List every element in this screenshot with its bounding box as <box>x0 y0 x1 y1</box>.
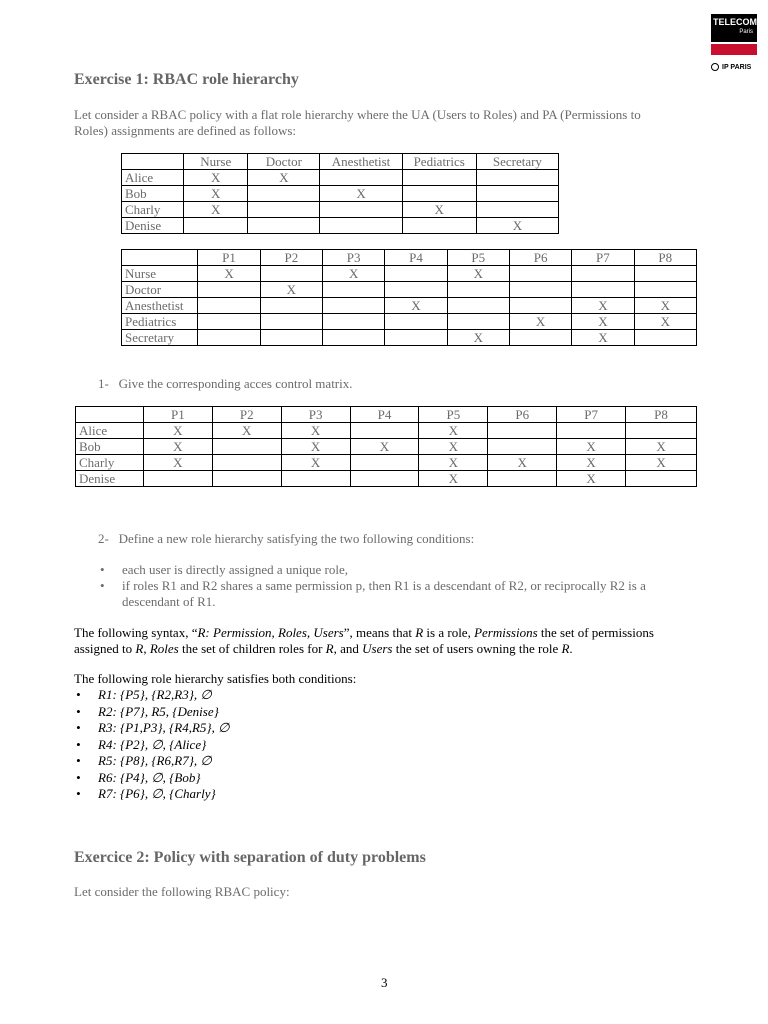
acm-table-cell <box>488 423 557 439</box>
pa-table-cell <box>198 298 260 314</box>
question-1: 1- Give the corresponding acces control matrix. <box>98 376 353 391</box>
logo-line1: TELECOM <box>713 17 757 27</box>
acm-table-cell <box>212 455 281 471</box>
acm-table-cell: X <box>626 455 697 471</box>
acm-table-cell <box>212 471 281 487</box>
pa-table <box>121 249 697 346</box>
ua-table-cell: X <box>320 186 402 202</box>
pa-table-header-cell <box>122 250 198 266</box>
acm-table-cell: X <box>419 439 488 455</box>
acm-table-header-cell: P7 <box>557 407 626 423</box>
pa-table-cell <box>385 330 447 346</box>
ua-table-cell: X <box>184 186 248 202</box>
acm-table-cell <box>212 439 281 455</box>
acm-table-row <box>76 423 697 439</box>
ua-table-cell <box>320 202 402 218</box>
acm-table-cell: X <box>419 455 488 471</box>
ip-paris-ring-icon <box>711 63 719 71</box>
pa-table-cell <box>260 298 322 314</box>
pa-table-cell <box>634 330 696 346</box>
ua-table-cell <box>184 218 248 234</box>
acm-table-row <box>76 455 697 471</box>
ua-table-header-cell: Nurse <box>184 154 248 170</box>
pa-table-cell <box>634 282 696 298</box>
syntax-intro: The following syntax, “R: Permission, Roles, Users”, means that R is a role, Permissions the set of permissions assigned to R, Roles the set of children roles for R, and Users the set of users owning the role R. <box>74 625 654 656</box>
acm-table-cell: X <box>557 439 626 455</box>
acm-table-cell: X <box>281 423 350 439</box>
page-number: 3 <box>381 975 388 990</box>
ua-table-cell <box>476 202 558 218</box>
acm-table-header-cell: P1 <box>143 407 212 423</box>
acm-table-header-cell: P6 <box>488 407 557 423</box>
hierarchy-item-r4: • R4: {P2}, ∅, {Alice} <box>74 737 474 754</box>
pa-table-cell: X <box>634 314 696 330</box>
ua-table-cell <box>320 170 402 186</box>
ua-table-cell <box>248 218 320 234</box>
acm-table-cell <box>350 423 419 439</box>
pa-table-cell: X <box>447 266 509 282</box>
telecom-paris-logo <box>711 14 757 71</box>
acm-table-cell: X <box>488 455 557 471</box>
pa-table-row-label: Pediatrics <box>122 314 198 330</box>
acm-table-cell: X <box>557 471 626 487</box>
hierarchy-item-r1: • R1: {P5}, {R2,R3}, ∅ <box>74 687 474 704</box>
pa-table-cell: X <box>572 314 634 330</box>
acm-table-row-label: Alice <box>76 423 144 439</box>
question-2: 2- Define a new role hierarchy satisfying the two following conditions: <box>98 531 475 546</box>
pa-table-cell: X <box>572 298 634 314</box>
pa-table-header-cell: P4 <box>385 250 447 266</box>
exercise1-intro <box>74 107 641 139</box>
acm-table-cell: X <box>557 455 626 471</box>
pa-table-cell <box>385 314 447 330</box>
pa-table-cell <box>634 266 696 282</box>
acm-table-cell: X <box>143 455 212 471</box>
pa-table-cell <box>447 314 509 330</box>
ua-table-header-cell: Doctor <box>248 154 320 170</box>
pa-table-cell <box>323 314 385 330</box>
acm-table-cell <box>488 439 557 455</box>
pa-table-cell <box>509 298 571 314</box>
acm-table-header-cell: P5 <box>419 407 488 423</box>
hierarchy-item-r6: • R6: {P4}, ∅, {Bob} <box>74 770 474 787</box>
acm-table-cell: X <box>419 471 488 487</box>
pa-table-cell <box>260 314 322 330</box>
pa-table-cell: X <box>509 314 571 330</box>
pa-table-row <box>122 314 697 330</box>
ua-table-cell: X <box>402 202 476 218</box>
pa-table-cell <box>198 330 260 346</box>
acm-table-cell <box>350 455 419 471</box>
ua-table-cell: X <box>248 170 320 186</box>
exercise2-title: Exercice 2: Policy with separation of duty problems <box>74 849 426 866</box>
exercise2-intro: Let consider the following RBAC policy: <box>74 884 290 899</box>
pa-table-cell <box>385 266 447 282</box>
pa-table-header-cell: P5 <box>447 250 509 266</box>
acm-table-cell <box>488 471 557 487</box>
pa-table-cell <box>509 266 571 282</box>
pa-table-cell <box>509 330 571 346</box>
pa-table-cell: X <box>385 298 447 314</box>
ip-paris-logo <box>711 63 757 71</box>
pa-table-cell <box>385 282 447 298</box>
ua-table-cell: X <box>184 202 248 218</box>
acm-table-row-label: Denise <box>76 471 144 487</box>
access-control-matrix-table <box>75 406 697 487</box>
ua-table-row <box>122 170 559 186</box>
pa-table-header-cell: P2 <box>260 250 322 266</box>
acm-table-header-cell: P8 <box>626 407 697 423</box>
pa-table-cell <box>260 266 322 282</box>
acm-table-cell <box>626 471 697 487</box>
acm-table-cell: X <box>350 439 419 455</box>
pa-table-header-cell: P1 <box>198 250 260 266</box>
ua-table-row <box>122 202 559 218</box>
pa-table-row-label: Anesthetist <box>122 298 198 314</box>
ua-table-cell <box>402 170 476 186</box>
pa-table-row <box>122 330 697 346</box>
exercise1-intro-line1: Let consider a RBAC policy with a flat role hierarchy where the UA (Users to Roles) and PA (Permissions to <box>74 107 641 122</box>
acm-table-cell <box>626 423 697 439</box>
acm-table-row-label: Charly <box>76 455 144 471</box>
ua-table-header-cell: Anesthetist <box>320 154 402 170</box>
pa-table-cell <box>447 282 509 298</box>
pa-table-row <box>122 298 697 314</box>
condition-item: • if roles R1 and R2 shares a same permission p, then R1 is a descendant of R2, or reciprocally R2 is a descendant of R1. <box>98 578 698 610</box>
ua-table-cell <box>402 186 476 202</box>
ua-table-header-cell <box>122 154 184 170</box>
ua-table-cell <box>476 170 558 186</box>
ua-table-cell <box>320 218 402 234</box>
ua-table-row <box>122 218 559 234</box>
acm-table-cell <box>557 423 626 439</box>
hierarchy-item-r2: • R2: {P7}, R5, {Denise} <box>74 704 474 721</box>
condition-item: • each user is directly assigned a unique role, <box>98 562 698 578</box>
ua-table-header-cell: Secretary <box>476 154 558 170</box>
pa-table-header-cell: P6 <box>509 250 571 266</box>
pa-table-cell <box>198 282 260 298</box>
hierarchy-item-r5: • R5: {P8}, {R6,R7}, ∅ <box>74 753 474 770</box>
pa-table-cell <box>572 266 634 282</box>
pa-table-header-row <box>122 250 697 266</box>
role-hierarchy-list <box>74 687 474 803</box>
ua-table-row-label: Bob <box>122 186 184 202</box>
acm-table-cell <box>143 471 212 487</box>
acm-table-row <box>76 471 697 487</box>
logo-line2: Paris <box>739 29 753 35</box>
pa-table-row-label: Secretary <box>122 330 198 346</box>
ua-table-row-label: Charly <box>122 202 184 218</box>
pa-table-cell <box>323 298 385 314</box>
ip-paris-label: IP PARIS <box>722 63 752 71</box>
hierarchy-item-r7: • R7: {P6}, ∅, {Charly} <box>74 786 474 803</box>
acm-table-cell <box>350 471 419 487</box>
pa-table-cell <box>260 330 322 346</box>
ua-table-cell <box>248 202 320 218</box>
pa-table-cell: X <box>572 330 634 346</box>
logo-red-band <box>711 44 757 55</box>
acm-table-header-cell: P3 <box>281 407 350 423</box>
pa-table-cell <box>572 282 634 298</box>
pa-table-row <box>122 282 697 298</box>
acm-table-cell: X <box>281 439 350 455</box>
pa-table-cell: X <box>198 266 260 282</box>
pa-table-row-label: Nurse <box>122 266 198 282</box>
acm-table-cell: X <box>281 455 350 471</box>
ua-table-cell: X <box>476 218 558 234</box>
acm-table-cell <box>281 471 350 487</box>
ua-table-cell <box>476 186 558 202</box>
hierarchy-intro: The following role hierarchy satisfies both conditions: <box>74 671 357 686</box>
hierarchy-item-r3: • R3: {P1,P3}, {R4,R5}, ∅ <box>74 720 474 737</box>
pa-table-row-label: Doctor <box>122 282 198 298</box>
pa-table-cell <box>447 298 509 314</box>
ua-table-cell <box>402 218 476 234</box>
pa-table-header-cell: P8 <box>634 250 696 266</box>
pa-table-row <box>122 266 697 282</box>
conditions-list <box>98 562 698 610</box>
pa-table-header-cell: P7 <box>572 250 634 266</box>
pa-table-cell: X <box>323 266 385 282</box>
ua-table-row-label: Alice <box>122 170 184 186</box>
acm-table-cell: X <box>419 423 488 439</box>
acm-table-header-cell: P2 <box>212 407 281 423</box>
acm-table-header-row <box>76 407 697 423</box>
acm-table-cell: X <box>626 439 697 455</box>
acm-table-header-cell: P4 <box>350 407 419 423</box>
pa-table-cell: X <box>447 330 509 346</box>
acm-table-cell: X <box>143 423 212 439</box>
acm-table-cell: X <box>212 423 281 439</box>
ua-table-header-row <box>122 154 559 170</box>
telecom-logo-box <box>711 14 757 42</box>
pa-table-cell <box>323 330 385 346</box>
pa-table-header-cell: P3 <box>323 250 385 266</box>
acm-table-header-cell <box>76 407 144 423</box>
pa-table-cell <box>509 282 571 298</box>
ua-table-cell: X <box>184 170 248 186</box>
ua-table-cell <box>248 186 320 202</box>
ua-table-header-cell: Pediatrics <box>402 154 476 170</box>
ua-table-row-label: Denise <box>122 218 184 234</box>
pa-table-cell <box>198 314 260 330</box>
pa-table-cell: X <box>634 298 696 314</box>
ua-table-row <box>122 186 559 202</box>
pa-table-cell: X <box>260 282 322 298</box>
pa-table-cell <box>323 282 385 298</box>
acm-table-cell: X <box>143 439 212 455</box>
acm-table-row <box>76 439 697 455</box>
exercise1-intro-line2: Roles) assignments are defined as follows: <box>74 123 297 138</box>
ua-table <box>121 153 559 234</box>
exercise1-title: Exercise 1: RBAC role hierarchy <box>74 71 299 88</box>
acm-table-row-label: Bob <box>76 439 144 455</box>
